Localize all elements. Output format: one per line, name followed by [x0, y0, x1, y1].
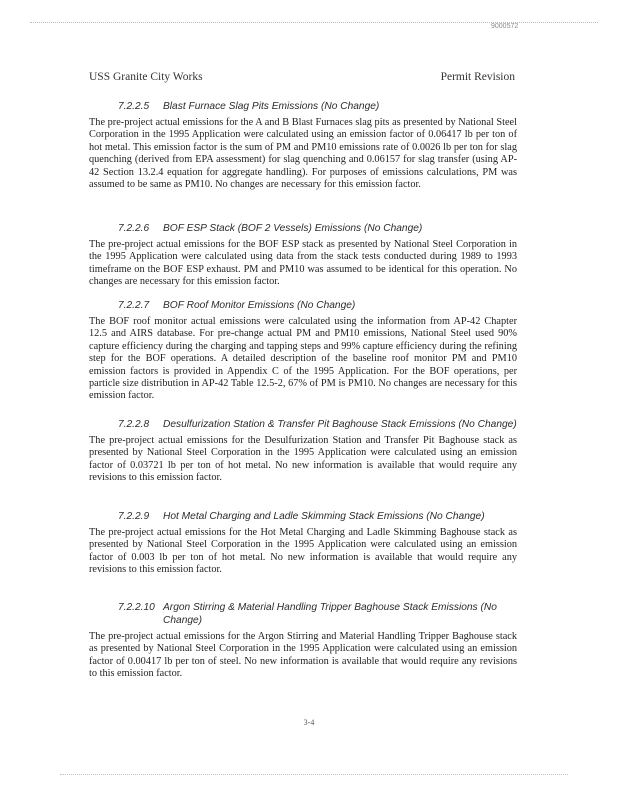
section-bof-esp-stack: [89, 222, 517, 289]
section-bof-roof-monitor: [89, 299, 517, 403]
section-body: The pre-project actual emissions for the Argon Stirring and Material Handling Tripper Baghouse stack as presented by National Steel Corporation in the 1995 Application were calculated using an emission factor of 0.00417 lb per ton of steel. No new information is available that would require any revisions to this emission factor.: [89, 631, 517, 680]
header-facility: USS Granite City Works: [89, 71, 203, 83]
section-heading: [118, 299, 517, 312]
section-body: The BOF roof monitor actual emissions were calculated using the information from AP-42 Chapter 12.5 and AIRS database. For pre-change actual PM and PM10 emissions, National Steel used 90% capture efficiency during the charging and tapping steps and 99% capture efficiency during the refining step for the BOF operations. A detailed description of the baseline roof monitor PM and PM10 emission factors is provided in Appendix C of the 1995 Application. For the BOF operations, per particle size distribution in AP-42 Table 12.5-2, 67% of PM is PM10. No changes are necessary for this emission factor.: [89, 316, 517, 402]
section-number: 7.2.2.6: [118, 223, 150, 234]
page-number: 3-4: [303, 718, 315, 727]
section-title: BOF ESP Stack (BOF 2 Vessels) Emissions (No Change): [163, 223, 423, 234]
section-body: The pre-project actual emissions for the Hot Metal Charging and Ladle Skimming Baghouse stack as presented by National Steel Corporation in the 1995 Application were calculated using an emission factor of 0.003 lb per ton of hot metal. No new information is available that would require any revisions to this emission factor.: [89, 527, 517, 576]
section-heading: [118, 601, 517, 627]
section-number: 7.2.2.7: [118, 300, 150, 311]
section-body: The pre-project actual emissions for the Desulfurization Station and Transfer Pit Baghouse stack as presented by National Steel Corporation in the 1995 Application were calculated using an emission factor of 0.03721 lb per ton of hot metal. No new information is available that would require any revisions to this emission factor.: [89, 435, 517, 484]
section-title: Argon Stirring & Material Handling Tripper Baghouse Stack Emissions (No Change): [163, 602, 497, 626]
section-number: 7.2.2.9: [118, 511, 150, 522]
section-argon-stirring: [89, 601, 517, 681]
section-title: Desulfurization Station & Transfer Pit Baghouse Stack Emissions (No Change): [163, 419, 517, 430]
section-body: The pre-project actual emissions for the A and B Blast Furnaces slag pits as presented by National Steel Corporation in the 1995 Application were calculated using an emission factor of 0.06417 lb per ton of hot metal. This emission factor is the sum of PM and PM10 emissions rate of 0.0026 lb per ton for slag quenching (derived from EPA assessment) for slag quenching and 0.06157 for slag transfer (using AP-42 Section 13.2.4 equation for aggregate handling). For purposes of emissions calculations, PM was assumed to be same as PM10. No changes are necessary for this emission factor.: [89, 117, 517, 191]
section-number: 7.2.2.5: [118, 101, 150, 112]
section-heading: [118, 510, 517, 523]
section-hot-metal-charging: [89, 510, 517, 577]
section-title: Blast Furnace Slag Pits Emissions (No Change): [163, 101, 380, 112]
document-number: 9000572: [491, 23, 519, 30]
section-title: BOF Roof Monitor Emissions (No Change): [163, 300, 356, 311]
section-number: 7.2.2.8: [118, 419, 150, 430]
header-revision: Permit Revision: [440, 71, 515, 83]
section-desulfurization: [89, 418, 517, 485]
section-slag-pits: [89, 100, 517, 191]
scan-artifact-bottom: [60, 774, 568, 779]
section-heading: [118, 418, 517, 431]
section-body: The pre-project actual emissions for the BOF ESP stack as presented by National Steel Corporation in the 1995 Application were calculated using data from the stack tests conducted during 1989 to 1993 timeframe on the BOF ESP exhaust. PM and PM10 was assumed to be identical for this operation. No changes are necessary for this emission factor.: [89, 239, 517, 288]
section-heading: [118, 222, 517, 235]
section-number: 7.2.2.10: [118, 602, 155, 613]
section-title: Hot Metal Charging and Ladle Skimming Stack Emissions (No Change): [163, 511, 485, 522]
section-heading: [118, 100, 517, 113]
